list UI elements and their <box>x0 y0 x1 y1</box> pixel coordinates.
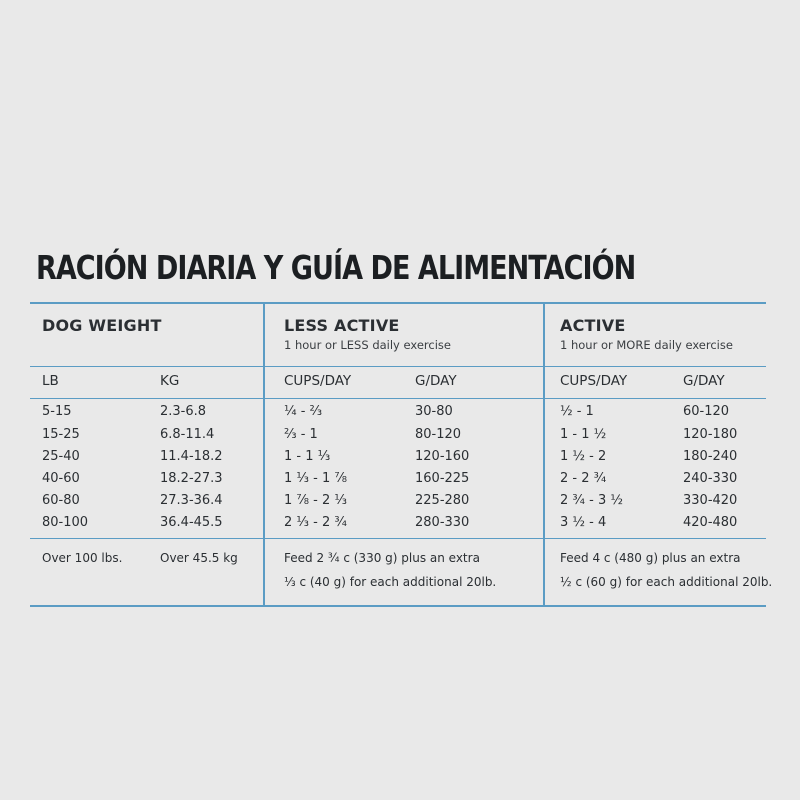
col-header-active-cups: CUPS/DAY <box>560 373 628 389</box>
col-header-less-grams: G/DAY <box>415 373 457 389</box>
cell-kg: 36.4-45.5 <box>160 515 223 530</box>
over-kg: Over 45.5 kg <box>160 551 238 565</box>
cell-less-grams: 160-225 <box>415 471 470 486</box>
cell-kg: 2.3-6.8 <box>160 404 207 419</box>
cell-active-grams: 240-330 <box>683 471 738 486</box>
cell-kg: 27.3-36.4 <box>160 493 223 508</box>
cell-less-grams: 225-280 <box>415 493 470 508</box>
col-header-lb: LB <box>42 373 59 389</box>
cell-active-cups: 1 ½ - 2 <box>560 449 607 464</box>
active-heading: ACTIVE <box>560 316 626 335</box>
cell-active-grams: 330-420 <box>683 493 738 508</box>
col-header-less-cups: CUPS/DAY <box>284 373 352 389</box>
cell-less-grams: 30-80 <box>415 404 453 419</box>
cell-less-cups: ⅔ - 1 <box>284 427 318 442</box>
section-divider-1 <box>263 303 265 606</box>
cell-active-grams: 120-180 <box>683 427 738 442</box>
less-active-heading: LESS ACTIVE <box>284 316 400 335</box>
active-over-line1: Feed 4 c (480 g) plus an extra <box>560 551 741 565</box>
less-active-over-line1: Feed 2 ¾ c (330 g) plus an extra <box>284 551 480 565</box>
column-header-divider <box>30 398 766 399</box>
header-divider <box>30 366 766 367</box>
cell-less-grams: 120-160 <box>415 449 470 464</box>
cell-kg: 11.4-18.2 <box>160 449 223 464</box>
cell-lb: 25-40 <box>42 449 80 464</box>
less-active-over-line2: ⅓ c (40 g) for each additional 20lb. <box>284 575 497 589</box>
dog-weight-heading: DOG WEIGHT <box>42 316 162 335</box>
cell-less-cups: 1 ⅞ - 2 ⅓ <box>284 493 347 508</box>
page-title: RACIÓN DIARIA Y GUÍA DE ALIMENTACIÓN <box>36 248 636 287</box>
over-lb: Over 100 lbs. <box>42 551 123 565</box>
cell-active-grams: 60-120 <box>683 404 730 419</box>
cell-lb: 80-100 <box>42 515 89 530</box>
less-active-subtitle: 1 hour or LESS daily exercise <box>284 338 451 352</box>
cell-active-grams: 180-240 <box>683 449 738 464</box>
cell-less-cups: 1 - 1 ⅓ <box>284 449 331 464</box>
col-header-kg: KG <box>160 373 180 389</box>
rows-divider <box>30 538 766 539</box>
cell-active-cups: 1 - 1 ½ <box>560 427 607 442</box>
section-divider-2 <box>543 303 545 606</box>
cell-less-grams: 280-330 <box>415 515 470 530</box>
cell-less-grams: 80-120 <box>415 427 462 442</box>
cell-active-cups: ½ - 1 <box>560 404 594 419</box>
cell-active-cups: 3 ½ - 4 <box>560 515 607 530</box>
active-subtitle: 1 hour or MORE daily exercise <box>560 338 733 352</box>
cell-lb: 15-25 <box>42 427 80 442</box>
cell-kg: 6.8-11.4 <box>160 427 215 442</box>
table-top-rule <box>30 302 766 304</box>
cell-less-cups: ¼ - ⅔ <box>284 404 323 419</box>
cell-active-cups: 2 - 2 ¾ <box>560 471 607 486</box>
cell-lb: 60-80 <box>42 493 80 508</box>
cell-less-cups: 2 ⅓ - 2 ¾ <box>284 515 347 530</box>
table-bottom-rule <box>30 605 766 607</box>
cell-active-cups: 2 ¾ - 3 ½ <box>560 493 623 508</box>
active-over-line2: ½ c (60 g) for each additional 20lb. <box>560 575 773 589</box>
cell-lb: 40-60 <box>42 471 80 486</box>
cell-less-cups: 1 ⅓ - 1 ⅞ <box>284 471 347 486</box>
col-header-active-grams: G/DAY <box>683 373 725 389</box>
cell-kg: 18.2-27.3 <box>160 471 223 486</box>
cell-lb: 5-15 <box>42 404 72 419</box>
cell-active-grams: 420-480 <box>683 515 738 530</box>
